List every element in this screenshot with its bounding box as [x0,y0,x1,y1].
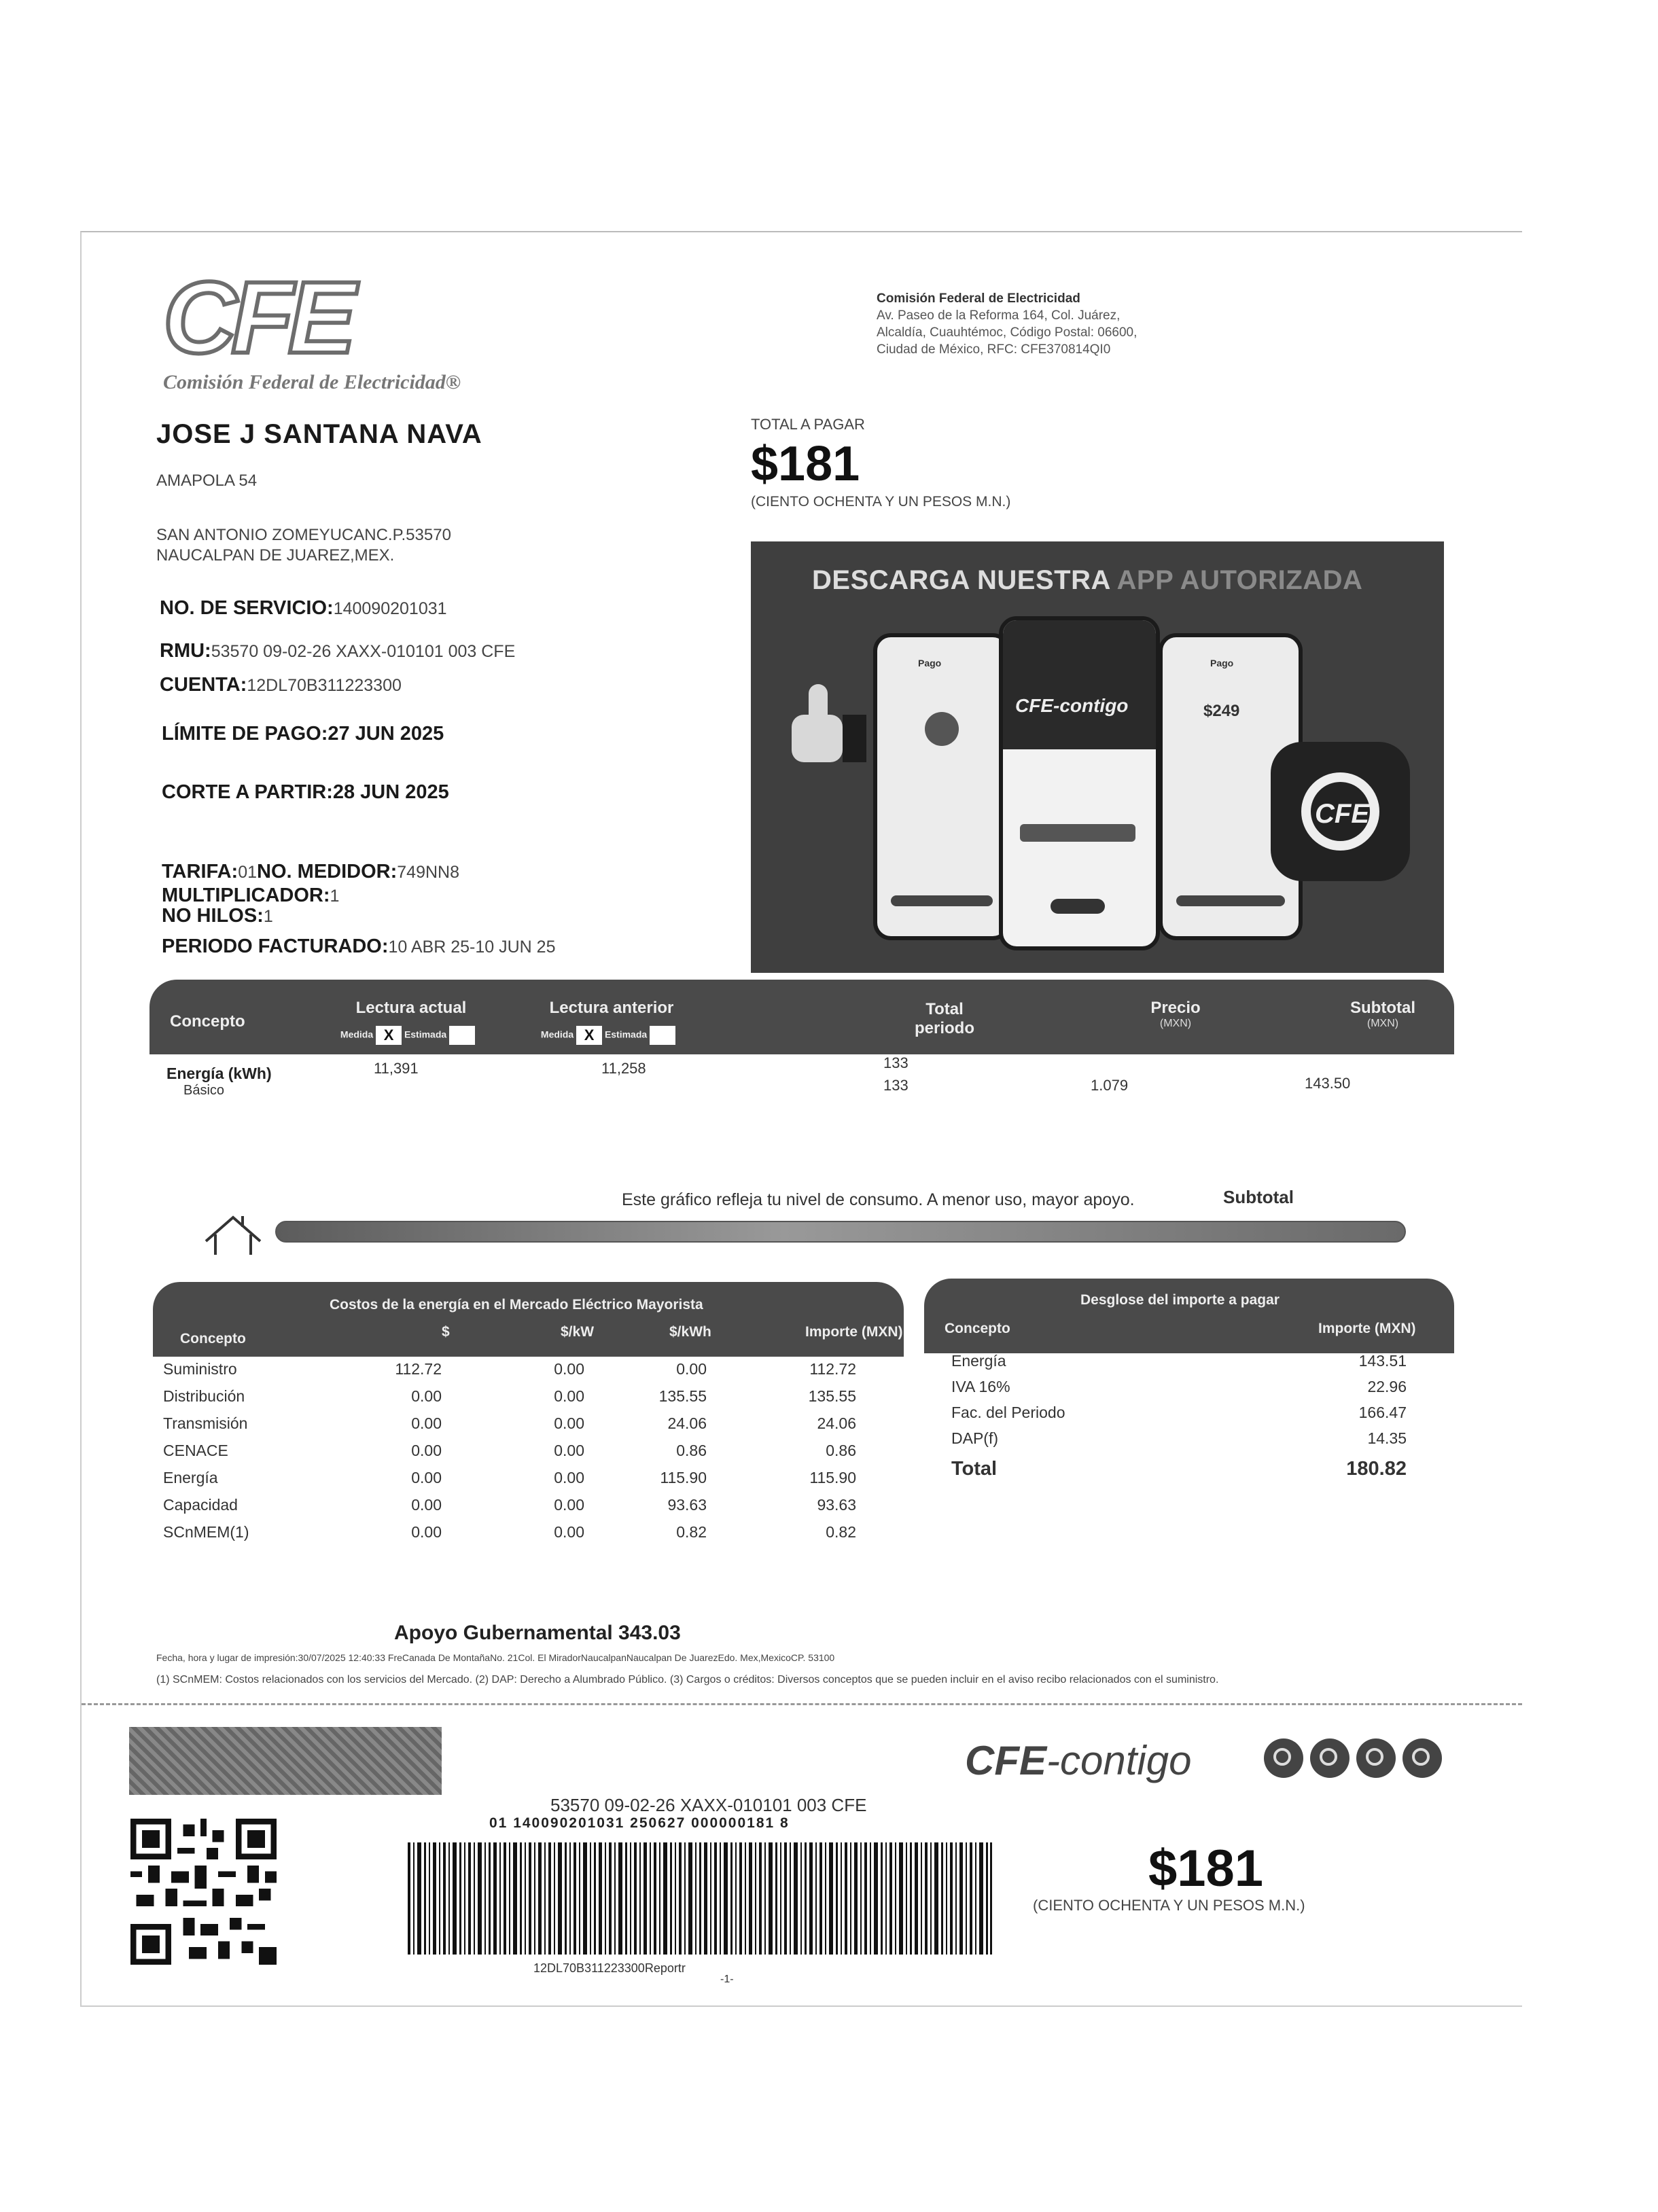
hdr-total-2: periodo [915,1019,974,1037]
multiplicador-value: 1 [330,887,340,906]
phone-center-button [1020,824,1135,842]
hdr-subtotal [1328,999,1437,1030]
market-cell: 0.86 [826,1442,856,1459]
house-icon [200,1211,265,1258]
market-cell: 0.00 [676,1360,707,1378]
graph-note: Este gráfico refleja tu nivel de consumo. A menor uso, mayor apoyo. [622,1190,1135,1209]
page-number: -1- [720,1974,734,1985]
rmu-value: 53570 09-02-26 XAXX-010101 003 CFE [211,642,516,661]
market-col-kw: $/kW [561,1324,595,1340]
barcode-icon [408,1842,992,1955]
rmu-field [160,640,515,662]
market-col-concepto: Concepto [180,1331,246,1346]
cfe-app-badge [1271,742,1410,881]
table-row [951,1458,1434,1486]
market-cell: 0.00 [554,1414,584,1432]
whatsapp-icon[interactable] [1356,1738,1396,1778]
corte-value: 28 JUN 2025 [332,781,449,803]
breakdown-cell: Energía [951,1352,1006,1370]
tear-line [82,1703,1522,1705]
market-col-pesos: $ [442,1324,450,1340]
table-row [163,1469,911,1496]
limite-pago-field [162,723,444,745]
breakdown-title: Desglose del importe a pagar [1080,1292,1280,1308]
table-row [951,1378,1434,1404]
periodo-value: 10 ABR 25-10 JUN 25 [388,938,556,957]
market-cell: 135.55 [658,1387,707,1405]
location-icon[interactable] [1403,1738,1442,1778]
contigo-b: -contigo [1046,1738,1192,1783]
table-row [951,1352,1434,1378]
market-col-kwh: $/kWh [669,1324,711,1340]
reading-precio: 1.079 [1091,1077,1129,1094]
phone-center-icons [1051,899,1105,914]
apoyo-gubernamental: Apoyo Gubernamental 343.03 [394,1622,681,1644]
issuer-line1: Av. Paseo de la Reforma 164, Col. Juárez, [877,308,1121,323]
market-cell: 0.00 [554,1523,584,1541]
customer-city-line1: SAN ANTONIO ZOMEYUCANC.P.53570 [156,526,451,544]
market-cell: 93.63 [667,1496,707,1514]
promo-title-a: DESCARGA NUESTRA [812,565,1117,595]
promo-title [812,565,1362,596]
issuer-line2: Alcaldía, Cuauhtémoc, Código Postal: 06600, [877,325,1137,340]
phone-center-header [1003,620,1156,749]
cuenta-label: CUENTA: [160,674,247,696]
market-cell: 24.06 [667,1414,707,1432]
reading-concepto: Energía (kWh) [166,1065,272,1082]
phone-left-title: Pago [918,658,942,668]
corte-label: CORTE A PARTIR: [162,781,333,803]
market-cell: 115.90 [809,1469,856,1486]
limite-label: LÍMITE DE PAGO: [162,723,328,745]
app-icon[interactable] [1264,1738,1303,1778]
hdr-subtotal-unit: (MXN) [1366,1018,1399,1029]
market-cell: 0.00 [554,1469,584,1486]
consumption-bar [275,1221,1406,1243]
market-cell: 0.00 [411,1442,442,1459]
market-cell: 0.82 [826,1523,856,1541]
telegram-icon[interactable] [1310,1738,1350,1778]
telegram-icon-inner [1320,1748,1337,1766]
phone-left-button [891,895,993,906]
corte-field [162,781,449,804]
breakdown-rows [951,1352,1434,1486]
table-row [163,1414,911,1442]
servicio-label: NO. DE SERVICIO: [160,597,334,619]
market-cell: 135.55 [808,1387,856,1405]
market-cell: SCnMEM(1) [163,1523,249,1541]
stub-amount: $181 [1148,1840,1264,1897]
phone-right-button [1176,895,1285,906]
promo-title-b: APP AUTORIZADA [1116,565,1363,595]
hdr-precio-label: Precio [1150,999,1201,1017]
reading-total-a: 133 [883,1054,909,1071]
tarifa-field [162,861,459,883]
whatsapp-icon-inner [1366,1748,1383,1766]
table-row [951,1429,1434,1458]
market-cell: 0.00 [554,1360,584,1378]
location-icon-inner [1412,1748,1430,1766]
table-row [951,1404,1434,1429]
phone-center [999,616,1160,950]
badge-text: CFE [1315,799,1369,829]
breakdown-cell: Fac. del Periodo [951,1404,1065,1421]
thumbs-up-icon [785,677,866,772]
periodo-label: PERIODO FACTURADO: [162,935,389,957]
actual-medida-label: Medida [340,1029,374,1040]
cuenta-value: 12DL70B311223300 [247,676,402,695]
breakdown-cell: 22.96 [1367,1378,1407,1395]
multiplicador-field [162,885,339,907]
customer-name: JOSE J SANTANA NAVA [156,419,482,449]
stub-code: 01 140090201031 250627 000000181 8 [489,1815,790,1831]
customer-street: AMAPOLA 54 [156,471,258,490]
logo-mark: CFE [163,260,351,374]
market-cell: 115.90 [660,1469,707,1486]
customer-city-line2: NAUCALPAN DE JUAREZ,MEX. [156,546,395,565]
hilos-label: NO HILOS: [162,905,264,927]
breakdown-cell: 14.35 [1367,1429,1407,1447]
market-cell: 0.00 [411,1523,442,1541]
redacted-block [129,1727,442,1795]
issuer-name: Comisión Federal de Electricidad [877,291,1080,306]
qr-code-icon [130,1819,277,1965]
reading-subtotal: 143.50 [1305,1075,1351,1092]
phone-right-title: Pago [1210,658,1234,668]
reading-actual: 11,391 [374,1060,419,1077]
hdr-actual-checks [319,1026,496,1045]
footnote: (1) SCnMEM: Costos relacionados con los servicios del Mercado. (2) DAP: Derecho a Alumbrado Público. (3) Cargos o créditos: Diversos conceptos que se pueden incluir en el aviso recibo relacionados con el suministro. [156,1674,1219,1685]
market-title: Costos de la energía en el Mercado Eléctrico Mayorista [330,1297,703,1313]
market-rows [163,1360,911,1550]
market-cell: 0.00 [411,1414,442,1432]
stub-amount-words: (CIENTO OCHENTA Y UN PESOS M.N.) [1033,1897,1305,1914]
actual-estimada-label: Estimada [404,1029,447,1040]
market-cell: 0.00 [411,1469,442,1486]
app-promo-banner[interactable] [751,541,1444,973]
market-cell: 0.00 [554,1387,584,1405]
cfe-logo [163,260,461,394]
hdr-lectura-anterior: Lectura anterior [549,999,674,1017]
market-cell: 112.72 [809,1360,856,1378]
anterior-medida-checkbox: X [576,1026,602,1045]
total-amount: $181 [751,437,860,491]
breakdown-cell: DAP(f) [951,1429,998,1447]
table-row [163,1360,911,1387]
total-words: (CIENTO OCHENTA Y UN PESOS M.N.) [751,494,1011,510]
hdr-precio [1128,999,1223,1030]
hdr-lectura-actual: Lectura actual [355,999,467,1017]
hdr-anterior-checks [516,1026,700,1045]
medidor-label: NO. MEDIDOR: [257,861,398,882]
phone-center-brand: CFE-contigo [1015,695,1129,716]
breakdown-total-label: Total [951,1458,998,1480]
hdr-total-1: Total [925,1000,964,1018]
phone-right-price: $249 [1203,702,1240,720]
market-header [153,1282,904,1357]
market-cell: CENACE [163,1442,228,1459]
issuer-block [877,290,1216,358]
phone-left-avatar [925,712,959,746]
market-cell: 0.82 [676,1523,707,1541]
market-cell: 0.00 [411,1496,442,1514]
breakdown-cell: 166.47 [1358,1404,1407,1421]
hdr-concepto: Concepto [170,1012,245,1031]
tarifa-label: TARIFA: [162,861,239,882]
table-row [163,1523,911,1550]
cuenta-field [160,674,402,696]
servicio-value: 140090201031 [333,599,447,618]
market-cell: 0.86 [676,1442,707,1459]
hdr-total-periodo [897,1000,992,1038]
table-row [163,1387,911,1414]
breakdown-cell: 143.51 [1358,1352,1407,1370]
market-cell: 112.72 [395,1360,442,1378]
anterior-medida-label: Medida [540,1029,574,1040]
hilos-value: 1 [263,907,273,926]
graph-subtotal-label: Subtotal [1223,1187,1294,1207]
reading-total-b: 133 [883,1077,909,1094]
periodo-field [162,935,555,958]
market-cell: 0.00 [554,1442,584,1459]
market-cell: Energía [163,1469,218,1486]
tarifa-value: 01 [238,863,258,882]
anterior-estimada-checkbox [650,1026,675,1045]
rmu-label: RMU: [160,640,211,662]
market-cell: 93.63 [817,1496,856,1514]
contigo-a: CFE [965,1738,1046,1783]
market-cell: Transmisión [163,1414,248,1432]
bill-page [80,231,1522,2007]
servicio-field [160,597,447,620]
medidor-value: 749NN8 [397,863,459,882]
hilos-field [162,905,273,927]
issuer-line3: Ciudad de México, RFC: CFE370814QI0 [877,342,1111,357]
breakdown-header [924,1279,1454,1353]
actual-medida-checkbox: X [376,1026,402,1045]
cfe-contigo-logo [965,1737,1191,1784]
breakdown-total-value: 180.82 [1346,1458,1407,1480]
table-row [163,1442,911,1469]
breakdown-col-concepto: Concepto [945,1321,1010,1336]
breakdown-col-importe: Importe (MXN) [1318,1321,1416,1336]
stub-account: 12DL70B311223300Reportr [533,1961,686,1975]
market-col-importe: Importe (MXN) [805,1324,903,1340]
reading-sub: Básico [183,1083,225,1098]
multiplicador-label: MULTIPLICADOR: [162,885,330,906]
market-cell: Suministro [163,1360,237,1378]
app-icon-inner [1273,1748,1291,1766]
market-cell: Capacidad [163,1496,238,1514]
limite-value: 27 JUN 2025 [328,723,444,745]
hdr-precio-unit: (MXN) [1159,1018,1192,1029]
market-cell: 0.00 [411,1387,442,1405]
total-label: TOTAL A PAGAR [751,416,865,433]
stub-reference: 53570 09-02-26 XAXX-010101 003 CFE [550,1795,867,1815]
breakdown-cell: IVA 16% [951,1378,1010,1395]
readings-header [149,980,1454,1054]
logo-subtitle: Comisión Federal de Electricidad® [163,371,461,393]
table-row [163,1496,911,1523]
print-info: Fecha, hora y lugar de impresión:30/07/2025 12:40:33 FreCanada De MontañaNo. 21Col. El MiradorNaucalpanNaucalpan De JuarezEdo. Mex,MexicoCP. 53100 [156,1652,835,1663]
anterior-estimada-label: Estimada [604,1029,648,1040]
market-cell: 0.00 [554,1496,584,1514]
reading-anterior: 11,258 [601,1060,646,1077]
market-cell: 24.06 [817,1414,856,1432]
phone-left [873,633,1010,940]
hdr-subtotal-label: Subtotal [1350,999,1415,1017]
actual-estimada-checkbox [449,1026,475,1045]
market-cell: Distribución [163,1387,245,1405]
